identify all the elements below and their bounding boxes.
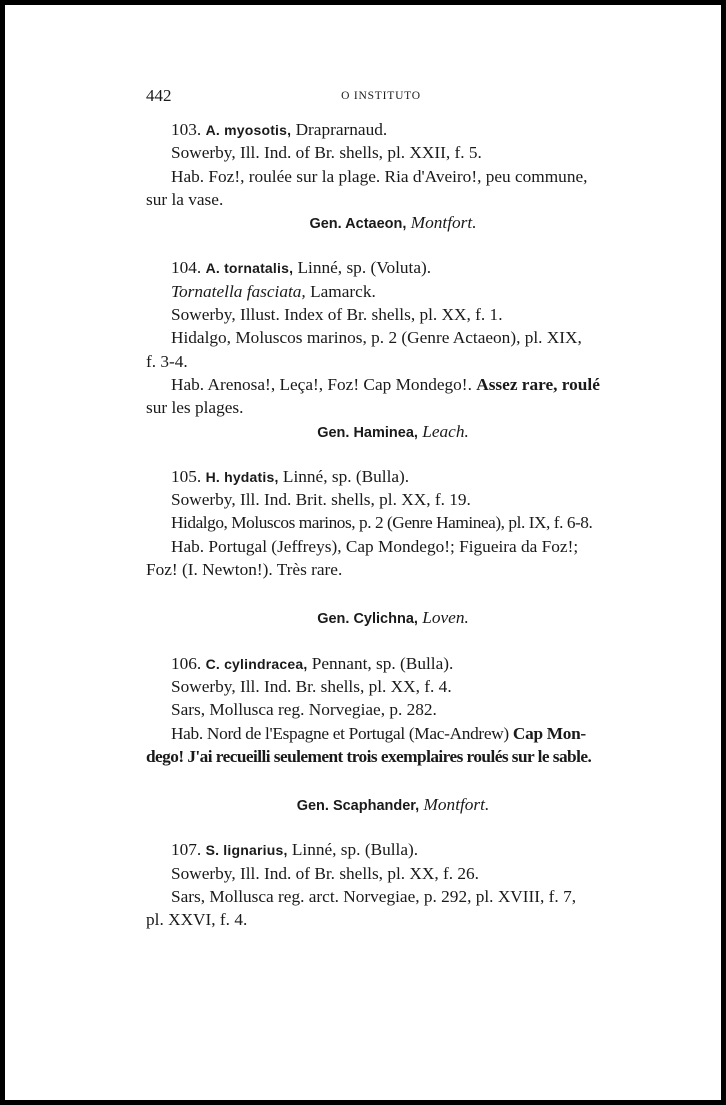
entry-105-habitat: Hab. Portugal (Jeffreys), Cap Mondego!; Figueira da Foz!;: [171, 536, 579, 556]
entry-104-habitat-cont: sur les plages.: [146, 398, 244, 418]
entry-106-habitat-cont: dego! J'ai recueilli seulement trois exemplaires roulés sur le sable.: [146, 746, 592, 766]
genus-heading-actaeon: Gen. Actaeon, Montfort.: [309, 213, 477, 233]
entry-103-reference: Sowerby, Ill. Ind. of Br. shells, pl. XXII, f. 5.: [171, 143, 482, 163]
species-name: A. myosotis,: [205, 122, 292, 138]
entry-104-synonym: Tornatella fasciata, Lamarck.: [171, 281, 376, 301]
entry-105-heading: 105. H. hydatis, Linné, sp. (Bulla).: [171, 466, 410, 486]
species-name: H. hydatis,: [205, 468, 279, 485]
entry-107-reference-2-cont: pl. XXVI, f. 4.: [146, 910, 248, 930]
running-head: O INSTITUTO: [341, 90, 421, 102]
entry-103-habitat: Hab. Foz!, roulée sur la plage. Ria d'Aveiro!, peu commune,: [171, 166, 588, 186]
entry-104-reference-1: Sowerby, Illust. Index of Br. shells, pl. XX, f. 1.: [171, 305, 503, 325]
entry-107-reference-1: Sowerby, Ill. Ind. of Br. shells, pl. XX, f. 26.: [171, 863, 479, 883]
entry-104-habitat: Hab. Arenosa!, Leça!, Foz! Cap Mondego!. Assez rare, roulé: [171, 374, 600, 394]
genus-heading-scaphander: Gen. Scaphander, Montfort.: [296, 795, 490, 815]
page-body: [146, 118, 622, 932]
entry-103-habitat-cont: sur la vase.: [146, 189, 224, 209]
entry-106-reference-2: Sars, Mollusca reg. Norvegiae, p. 282.: [171, 700, 437, 720]
species-name: C. cylindracea,: [205, 655, 308, 672]
entry-107-reference-2: Sars, Mollusca reg. arct. Norvegiae, p. 292, pl. XVIII, f. 7,: [171, 887, 577, 907]
entry-103-heading: 103. A. myosotis, Draprarnaud.: [171, 120, 388, 139]
entry-106-habitat: Hab. Nord de l'Espagne et Portugal (Mac-Andrew) Cap Mon-: [171, 723, 586, 743]
species-name: S. lignarius,: [205, 842, 288, 859]
species-name: A. tornatalis,: [205, 260, 294, 277]
page-number: 442: [146, 86, 172, 105]
entry-106-reference-1: Sowerby, Ill. Ind. Br. shells, pl. XX, f. 4.: [171, 676, 452, 696]
entry-104-reference-2-cont: f. 3-4.: [146, 351, 188, 371]
entry-105-habitat-cont: Foz! (I. Newton!). Très rare.: [146, 560, 343, 580]
entry-104-reference-2: Hidalgo, Moluscos marinos, p. 2 (Genre Actaeon), pl. XIX,: [171, 328, 582, 348]
page-header: [146, 86, 616, 110]
entry-104-heading: 104. A. tornatalis, Linné, sp. (Voluta).: [171, 258, 432, 278]
entry-106-heading: 106. C. cylindracea, Pennant, sp. (Bulla).: [171, 653, 454, 673]
genus-heading-haminea: Gen. Haminea, Leach.: [317, 421, 469, 441]
entry-105-reference-1: Sowerby, Ill. Ind. Brit. shells, pl. XX, f. 19.: [171, 490, 471, 510]
entry-107-heading: 107. S. lignarius, Linné, sp. (Bulla).: [171, 840, 419, 860]
genus-heading-cylichna: Gen. Cylichna, Loven.: [317, 608, 469, 628]
entry-105-reference-2: Hidalgo, Moluscos marinos, p. 2 (Genre Haminea), pl. IX, f. 6-8.: [171, 513, 593, 533]
